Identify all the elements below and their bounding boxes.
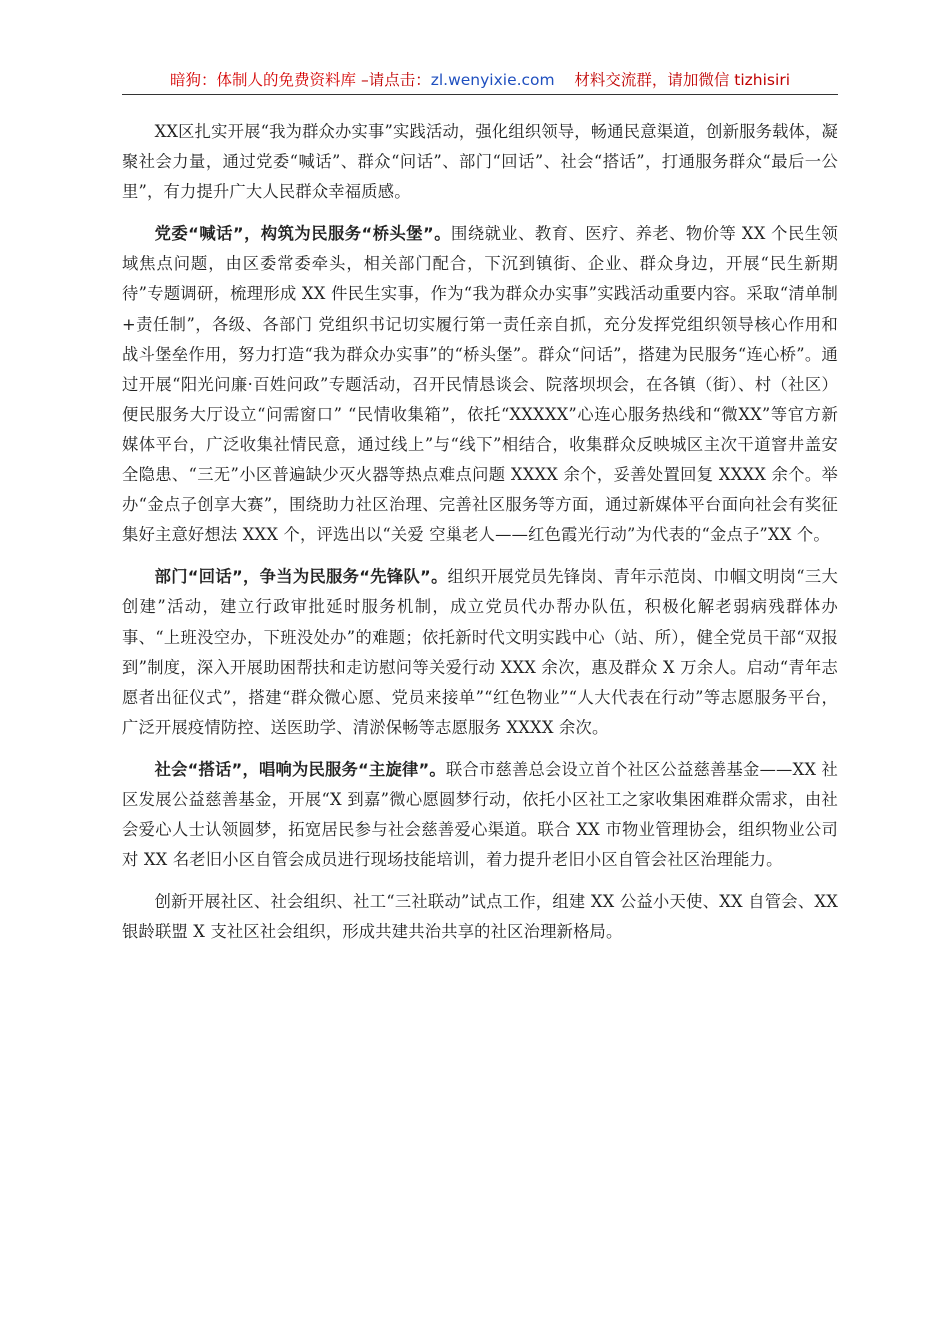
paragraph-text: XX区扎实开展“我为群众办实事”实践活动，强化组织领导，畅通民意渠道，创新服务载体，凝聚社会力量，通过党委“喊话”、群众“问话”、部门“回话”、社会“搭话”，打通服务群众“最后一公里”，有力提升广大人民群众幸福质感。 [122,122,838,202]
paragraph-three-linkage [122,887,838,947]
header-divider [122,94,838,95]
header-link[interactable]: zl.wenyixie.com [430,71,555,89]
paragraph-intro [122,117,838,207]
paragraph-lead: 社会“搭话”，唱响为民服务“主旋律”。 [154,759,446,779]
paragraph-party-committee [122,219,838,550]
paragraph-text: 围绕就业、教育、医疗、养老、物价等 XX 个民生领域焦点问题，由区委常委牵头，相关部门配合，下沉到镇街、企业、群众身边，开展“民生新期待”专题调研，梳理形成 XX 件民生实事，作为“我为群众办实事”实践活动重要内容。采取“清单制+责任制”，各级、各部门 党组织书记切实履行第一责任亲自抓，充分发挥党组织领导核心作用和战斗堡垒作用，努力打造“我为群众办实事”的“桥头堡”。群众“问话”，搭建为民服务“连心桥”。通过开展“阳光问廉·百姓问政”专题活动，召开民情恳谈会、院落坝坝会，在各镇（街）、村（社区）便民服务大厅设立“问需窗口” “民情收集箱”，依托“XXXXX”心连心服务热线和“微XX”等官方新媒体平台，广泛收集社情民意，通过线上”与“线下”相结合，收集群众反映城区主次干道窨井盖安全隐患、“三无”小区普遍缺少灭火器等热点难点问题 XXXX 余个，妥善处置回复 XXXX 余个。举办“金点子创享大赛”，围绕助力社区治理、完善社区服务等方面，通过新媒体平台面向社会有奖征集好主意好想法 XXX 个，评选出以“关爱 空巢老人——红色霞光行动”为代表的“金点子”XX 个。 [122,224,838,545]
paragraph-lead: 部门“回话”，争当为民服务“先锋队”。 [154,567,448,587]
header-contact: 材料交流群，请加微信 tizhisiri [574,71,790,89]
paragraph-text: 联合市慈善总会设立首个社区公益慈善基金——XX 社区发展公益慈善基金，开展“X 到嘉”微心愿圆梦行动，依托小区社工之家收集困难群众需求，由社会爱心人士认领圆梦，拓宽居民参与社会慈善爱心渠道。联合 XX 市物业管理协会，组织物业公司对 XX 名老旧小区自管会成员进行现场技能培训，着力提升老旧小区自管会社区治理能力。 [122,759,838,870]
header-prompt: –请点击： [356,71,431,89]
document-body [122,117,838,959]
header-brand[interactable]: 暗狗：体制人的免费资料库 [170,71,357,89]
paragraph-lead: 党委“喊话”，构筑为民服务“桥头堡”。 [154,224,452,244]
page-header [122,68,838,90]
paragraph-departments [122,562,838,743]
paragraph-text: 创新开展社区、社会组织、社工“三社联动”试点工作，组建 XX 公益小天使、XX 自管会、XX 银龄联盟 X 支社区社会组织，形成共建共治共享的社区治理新格局。 [122,892,838,942]
paragraph-society [122,755,838,875]
paragraph-text: 组织开展党员先锋岗、青年示范岗、巾帼文明岗“三大创建”活动，建立行政审批延时服务机制，成立党员代办帮办队伍，积极化解老弱病残群体办事、“上班没空办，下班没处办”的难题；依托新时代文明实践中心（站、所），健全党员干部“双报到”制度，深入开展助困帮扶和走访慰问等关爱行动 XXX 余次，惠及群众 X 万余人。启动“青年志愿者出征仪式”，搭建“群众微心愿、党员来接单”“红色物业”“人大代表在行动”等志愿服务平台，广泛开展疫情防控、送医助学、清淤保畅等志愿服务 XXXX 余次。 [122,567,838,737]
